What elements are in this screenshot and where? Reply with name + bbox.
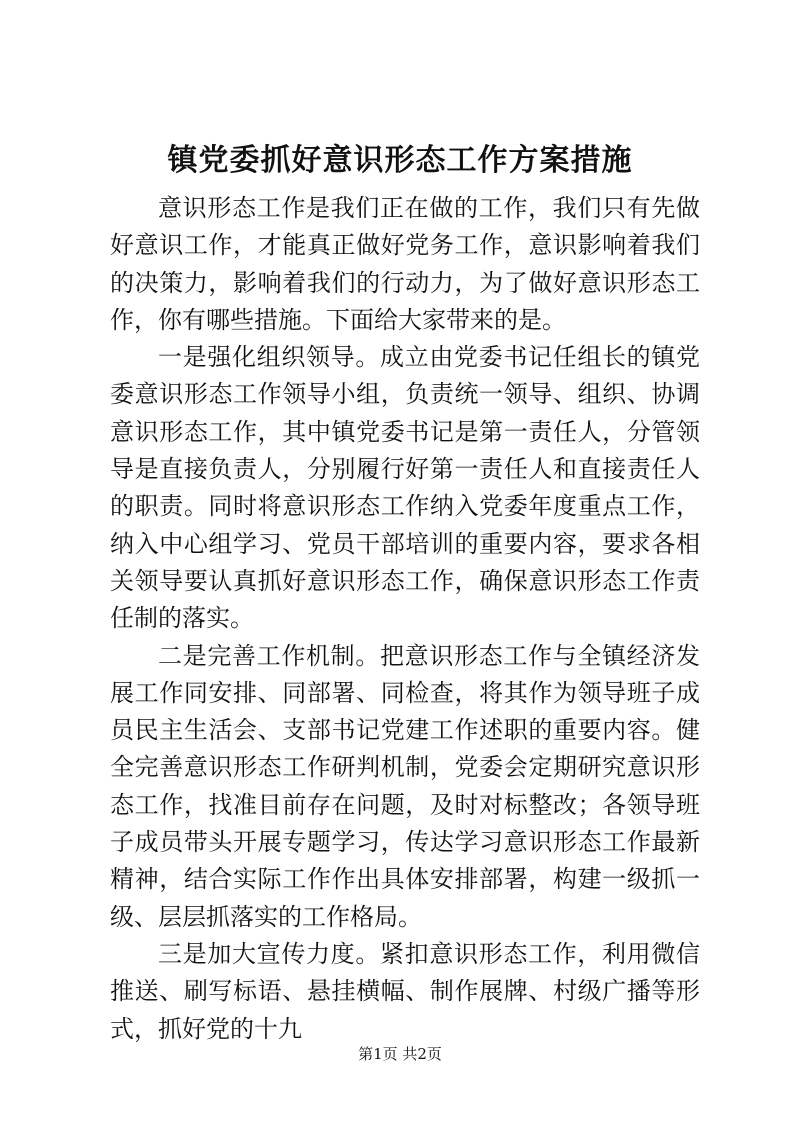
paragraph-intro: 意识形态工作是我们正在做的工作，我们只有先做好意识工作，才能真正做好党务工作，意识影响着我们的决策力，影响着我们的行动力，为了做好意识形态工作，你有哪些措施。下面给大家带来的是。 [110,194,700,334]
page-number-footer: 第1页 共2页 [358,1045,442,1063]
document-title: 镇党委抓好意识形态工作方案措施 [167,143,633,178]
paragraph-publicity: 三是加大宣传力度。紧扣意识形态工作，利用微信推送、刷写标语、悬挂横幅、制作展牌、村级广播等形式，抓好党的十九 [110,939,700,1043]
paragraph-mechanism: 二是完善工作机制。把意识形态工作与全镇经济发展工作同安排、同部署、同检查，将其作为领导班子成员民主生活会、支部书记党建工作述职的重要内容。健全完善意识形态工作研判机制，党委会定期研究意识形态工作，找准目前存在问题，及时对标整改；各领导班子成员带头开展专题学习，传达学习意识形态工作最新精神，结合实际工作作出具体安排部署，构建一级抓一级、层层抓落实的工作格局。 [110,641,700,931]
document-body [110,190,700,1048]
paragraph-organization: 一是强化组织领导。成立由党委书记任组长的镇党委意识形态工作领导小组，负责统一领导、组织、协调意识形态工作，其中镇党委书记是第一责任人，分管领导是直接负责人，分别履行好第一责任人和直接责任人的职责。同时将意识形态工作纳入党委年度重点工作，纳入中心组学习、党员干部培训的重要内容，要求各相关领导要认真抓好意识形态工作，确保意识形态工作责任制的落实。 [110,343,700,633]
